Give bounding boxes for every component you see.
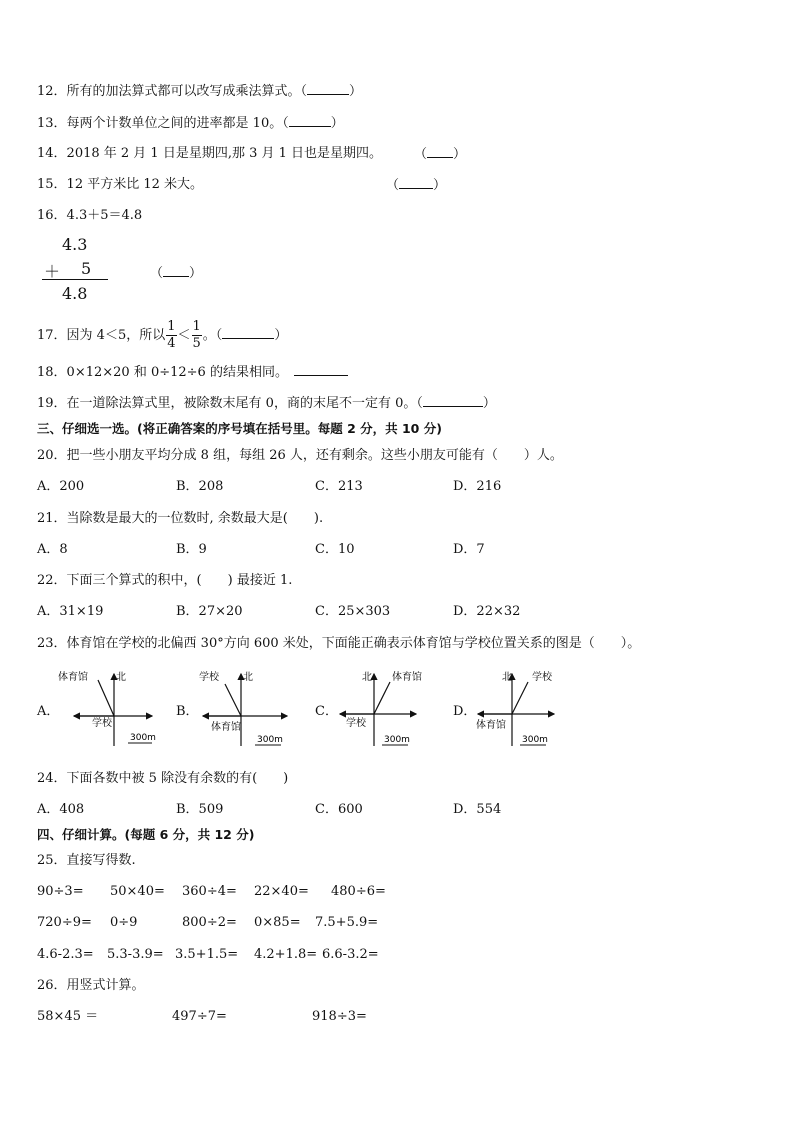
answer-paren: （ ） <box>150 266 203 281</box>
question-18: 18．0×12×20 和 0÷12÷6 的结果相同。 <box>37 363 348 382</box>
math-item[interactable]: 4.6-2.3= <box>37 947 94 962</box>
scale-label: 300m <box>384 735 410 745</box>
sum-line <box>42 279 108 280</box>
scale-label: 300m <box>257 735 283 745</box>
direction-line <box>512 682 528 714</box>
question-21: 21．当除数是最大的一位数时, 余数最大是( ). <box>37 511 324 526</box>
school-label: 学校 <box>92 718 112 729</box>
option-a[interactable]: A．8 <box>37 542 68 557</box>
answer-blank[interactable] <box>289 114 331 127</box>
option-c[interactable]: C．25×303 <box>315 604 391 619</box>
scale-label: 300m <box>522 735 548 745</box>
option-d[interactable]: D．216 <box>453 479 502 494</box>
option-c[interactable]: C．10 <box>315 542 355 557</box>
school-label: 学校 <box>532 672 552 683</box>
fraction: $\frac{1}{5}$ <box>192 319 201 351</box>
math-item[interactable]: 480÷6= <box>331 884 386 899</box>
option-c[interactable]: C．213 <box>315 479 363 494</box>
diagram-a[interactable] <box>56 666 160 752</box>
math-item[interactable]: 0×85= <box>254 915 301 930</box>
answer-paren: （ ） <box>386 178 447 193</box>
option-b[interactable]: B．9 <box>176 542 207 557</box>
gym-label: 体育馆 <box>58 672 88 683</box>
question-15: 15．12 平方米比 12 米大。 <box>37 177 204 192</box>
question-23: 23．体育馆在学校的北偏西 30°方向 600 米处，下面能正确表示体育馆与学校位置关系的图是（ ）。 <box>37 636 641 651</box>
direction-line <box>98 680 114 716</box>
option-b[interactable]: B． <box>176 704 199 719</box>
option-c[interactable]: C．600 <box>315 802 363 817</box>
question-16: 16．4.3＋5＝4.8 <box>37 208 143 223</box>
answer-blank[interactable] <box>427 145 453 158</box>
answer-blank[interactable] <box>163 264 189 277</box>
answer-paren: （ ） <box>414 147 467 162</box>
calc-item[interactable]: 497÷7= <box>172 1009 227 1024</box>
scale-label: 300m <box>130 733 156 743</box>
school-label: 学校 <box>346 718 366 729</box>
option-d[interactable]: D． <box>453 704 477 719</box>
north-label: 北 <box>502 672 512 683</box>
diagram-b[interactable] <box>195 666 299 752</box>
school-label: 学校 <box>199 672 219 683</box>
question-14: 14．2018 年 2 月 1 日是星期四,那 3 月 1 日也是星期四。 <box>37 146 383 161</box>
question-20: 20．把一些小朋友平均分成 8 组，每组 26 人，还有剩余。这些小朋友可能有（ ）人。 <box>37 448 563 463</box>
math-item[interactable]: 360÷4= <box>182 884 237 899</box>
option-d[interactable]: D．22×32 <box>453 604 521 619</box>
direction-line <box>225 684 241 716</box>
option-b[interactable]: B．27×20 <box>176 604 243 619</box>
question-12: 12．所有的加法算式都可以改写成乘法算式。（ ） <box>37 84 363 99</box>
math-item[interactable]: 22×40= <box>254 884 309 899</box>
math-item[interactable]: 50×40= <box>110 884 165 899</box>
diagram-d[interactable] <box>474 666 578 752</box>
question-17: 17．因为 4＜5，所以 $\frac{1}{4}$ ＜ $\frac{1}{5}$ 。（ ） <box>37 319 288 351</box>
section-heading: 三、仔细选一选。(将正确答案的序号填在括号里。每题 2 分，共 10 分) <box>37 421 442 436</box>
answer-blank[interactable] <box>294 363 348 376</box>
north-label: 北 <box>362 672 372 683</box>
answer-blank[interactable] <box>423 394 483 407</box>
math-item[interactable]: 800÷2= <box>182 915 237 930</box>
math-item[interactable]: 720÷9= <box>37 915 92 930</box>
question-19: 19．在一道除法算式里，被除数末尾有 0，商的末尾不一定有 0。（ ） <box>37 396 496 411</box>
question-26: 26．用竖式计算。 <box>37 978 145 993</box>
math-item[interactable]: 0÷9 <box>110 915 138 930</box>
direction-line <box>374 682 390 714</box>
north-label: 北 <box>243 672 253 683</box>
math-item[interactable]: 5.3-3.9= <box>107 947 164 962</box>
option-a[interactable]: A．408 <box>37 802 85 817</box>
option-a[interactable]: A． <box>37 704 60 719</box>
calc-item[interactable]: 918÷3= <box>312 1009 367 1024</box>
option-b[interactable]: B．509 <box>176 802 224 817</box>
question-24: 24．下面各数中被 5 除没有余数的有( ) <box>37 771 289 786</box>
fraction: $\frac{1}{4}$ <box>167 319 176 351</box>
answer-blank[interactable] <box>307 82 349 95</box>
north-label: 北 <box>116 672 126 683</box>
math-item[interactable]: 4.2+1.8= <box>254 947 318 962</box>
option-b[interactable]: B．208 <box>176 479 224 494</box>
option-c[interactable]: C． <box>315 704 338 719</box>
section-heading: 四、仔细计算。(每题 6 分，共 12 分) <box>37 827 255 842</box>
math-item[interactable]: 7.5+5.9= <box>315 915 379 930</box>
option-d[interactable]: D．7 <box>453 542 485 557</box>
math-item[interactable]: 3.5+1.5= <box>175 947 239 962</box>
option-a[interactable]: A．200 <box>37 479 85 494</box>
question-13: 13．每两个计数单位之间的进率都是 10。（ ） <box>37 116 344 131</box>
option-a[interactable]: A．31×19 <box>37 604 104 619</box>
math-item[interactable]: 90÷3= <box>37 884 84 899</box>
option-d[interactable]: D．554 <box>453 802 502 817</box>
gym-label: 体育馆 <box>392 672 422 683</box>
gym-label: 体育馆 <box>476 720 506 731</box>
diagram-c[interactable] <box>336 666 440 752</box>
math-item[interactable]: 6.6-3.2= <box>322 947 379 962</box>
answer-blank[interactable] <box>399 176 433 189</box>
gym-label: 体育馆 <box>211 722 241 733</box>
question-25: 25．直接写得数. <box>37 853 136 868</box>
calc-item[interactable]: 58×45 ＝ <box>37 1009 99 1024</box>
question-22: 22．下面三个算式的积中，( ) 最接近 1. <box>37 573 293 588</box>
answer-blank[interactable] <box>222 326 274 339</box>
